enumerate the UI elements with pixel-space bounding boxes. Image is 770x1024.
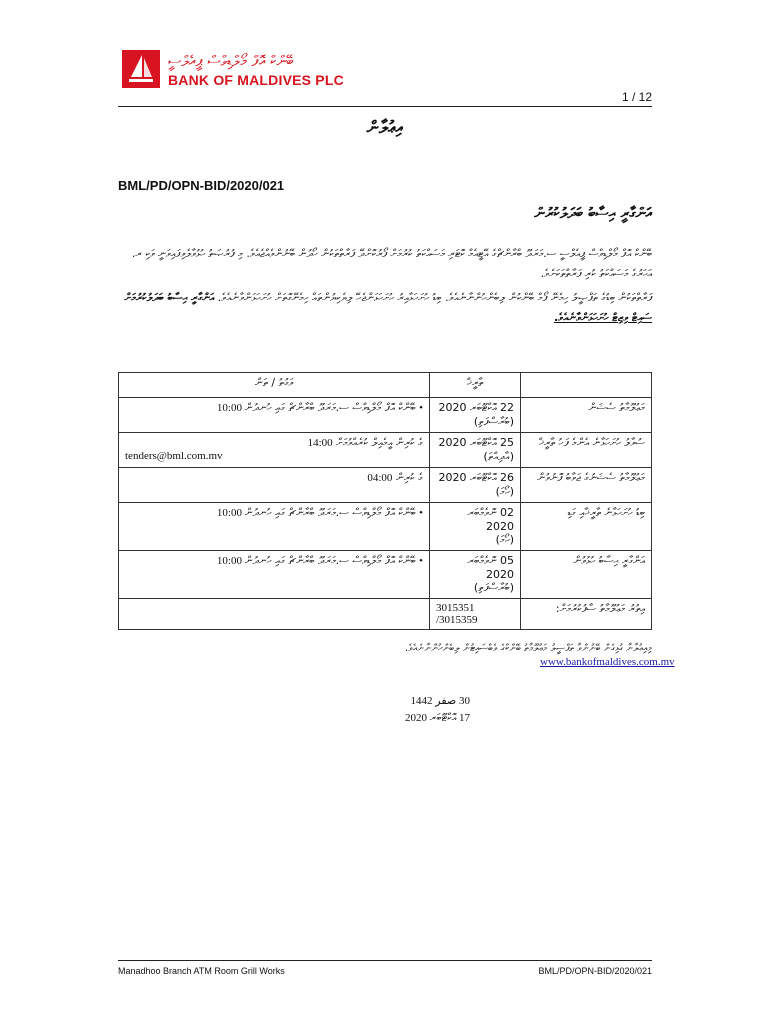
row-item: މަޢުލޫމާތު ސެޝަން [521,398,652,433]
row-item: ބިޑު ހުށަހަޅާނެ ތާރީޚާއި ގަޑި [521,503,652,551]
contact-row [119,599,652,630]
contact-spacer [119,599,430,630]
footer-project-name: Manadhoo Branch ATM Room Grill Works [118,966,285,976]
contact-numbers: 3015351 /3015359 [430,599,521,630]
header-divider [118,106,652,107]
bank-logo [122,50,344,94]
website-note: މިއިޢުލާނާ ގުޅިގެން ބޭނުންވާ ތަފްޞީލު މަޢުލޫމާތު ބޭންކްގެ ވެބްސައިޓުން ލިބެންހުންނާނެއެވެ. [404,643,652,654]
instructions-underlined-text: ސައިޓް ވިޒިޓް ހުށަހަޅަންވާނެއެވެ. [553,311,652,324]
header-item [521,373,652,398]
contact-label: އިތުރު މަޢުލޫމާތު ސާފުކުރުމަށް: [521,599,652,630]
instructions-text: ފަރާތްތަކުން ބިޑުގެ ތަފްޞީލު ހިމެނޭ ފޯމް ބޭންކުން ލިބެންހުންނާނެއެވެ. ބިޑު ހުށަހަޅާއިރު ހުށަހަޅަންޖެހޭ ލިޔެކިޔުންތައް ހިމެނޭގޮތަށް ހުށަހަޅަންވާނެއެވެ. [217,291,652,304]
hijri-date: 30 صفر 1442 [410,695,470,707]
table-header-row [119,373,652,398]
row-detail: ގެ ކުރިން 04:00 [119,468,430,503]
intro-paragraph: ބޭންކް އޮފް މޯލްޑިވްސް ޕީއެލްސީ ސ.މަރަދޫ ބްރާންޗްގެ އޭޓީއެމް ކޮޓަރި މަސައްކަތު ކުރުމަށް ފޯރުކޮށްދޭ ފަރާތްތަކުން ހޯދުން ބޭނުންވެއްޖެއެވެ. މި ފުރުޞަތު ހުޅުވާލެވިފައިވަނީ ވަކި ރ. އަހަރުގެ މަސައްކަތު ކުރި ފަރާތްތަކަށެވެ. [131,247,652,280]
subject-heading: އަންގާރީ ޙިސާބު ބަދަލުކުރުން [534,204,652,222]
row-date: 22 އޮކްޓޫބަރ 2020 (ބުރާސްފަތި) [430,398,521,433]
reference-number: BML/PD/OPN-BID/2020/021 [118,178,285,193]
row-item: އަންގާރީ ޙިސާބު ހުޅުވުން [521,551,652,599]
row-item: ސުވާލު ހުށަހަޅާނެ އެންމެ ފަހު ތާރީޚް [521,433,652,468]
row-date: 05 ނޮވެމްބަރ 2020 (ބުރާސްފަތި) [430,551,521,599]
instructions-paragraph [118,288,652,328]
header-date: ތާރީޚް [430,373,521,398]
instructions-bold-text: އަންގާރީ ޙިސާބު ބަދަލުކުރުމަށް [124,291,215,304]
page-number: 1 / 12 [621,90,652,104]
schedule-table [118,372,652,630]
row-date: 26 އޮކްޓޫބަރ 2020 (ހޯމަ) [430,468,521,503]
row-date: 02 ނޮވެމްބަރ 2020 (ހޯމަ) [430,503,521,551]
header-detail: ވަގުތު / ތަން [119,373,430,398]
website-link[interactable]: www.bankofmaldives.com.mv [540,656,675,668]
row-detail: ގެ ކުރިން އީމެއިލް ކުރެއްވުމަށް 14:00 tenders@bml.com.mv [119,433,430,468]
logo-dhivehi-text: ބޭންކް އޮފް މޯލްޑިވްސް ޕީއެލްސީ [168,52,294,70]
tenders-email[interactable]: tenders@bml.com.mv [125,450,223,462]
table-row [119,503,652,551]
row-detail: • ބޭންކް އޮފް މޯލްޑިވްސް ސ.މަރަދޫ ބްރާންޗް ގައި 10:00 ހުނދުން [119,398,430,433]
footer-reference: BML/PD/OPN-BID/2020/021 [538,966,652,976]
row-item: މަޢުލޫމާތު ސެޝަނުގެ ޖަވާބު ފޮނުވުން [521,468,652,503]
footer-divider [118,960,652,961]
row-detail: • ބޭންކް އޮފް މޯލްޑިވްސް ސ.މަރަދޫ ބްރާންޗް ގައި 10:00 ހުނދުން [119,503,430,551]
row-detail: • ބޭންކް އޮފް މޯލްޑިވްސް ސ.މަރަދޫ ބްރާންޗް ގައި 10:00 ހުނދުން [119,551,430,599]
row-date: 25 އޮކްޓޫބަރ 2020 (އާދިއްތަ) [430,433,521,468]
table-row [119,433,652,468]
logo-emblem-icon [122,50,160,88]
document-title: އިޢުލާން [366,118,404,138]
gregorian-date: 17 އޮކްޓޫބަރ 2020 [405,712,470,724]
table-row [119,398,652,433]
logo-english-text: BANK OF MALDIVES PLC [168,72,344,88]
table-row [119,551,652,599]
table-row [119,468,652,503]
